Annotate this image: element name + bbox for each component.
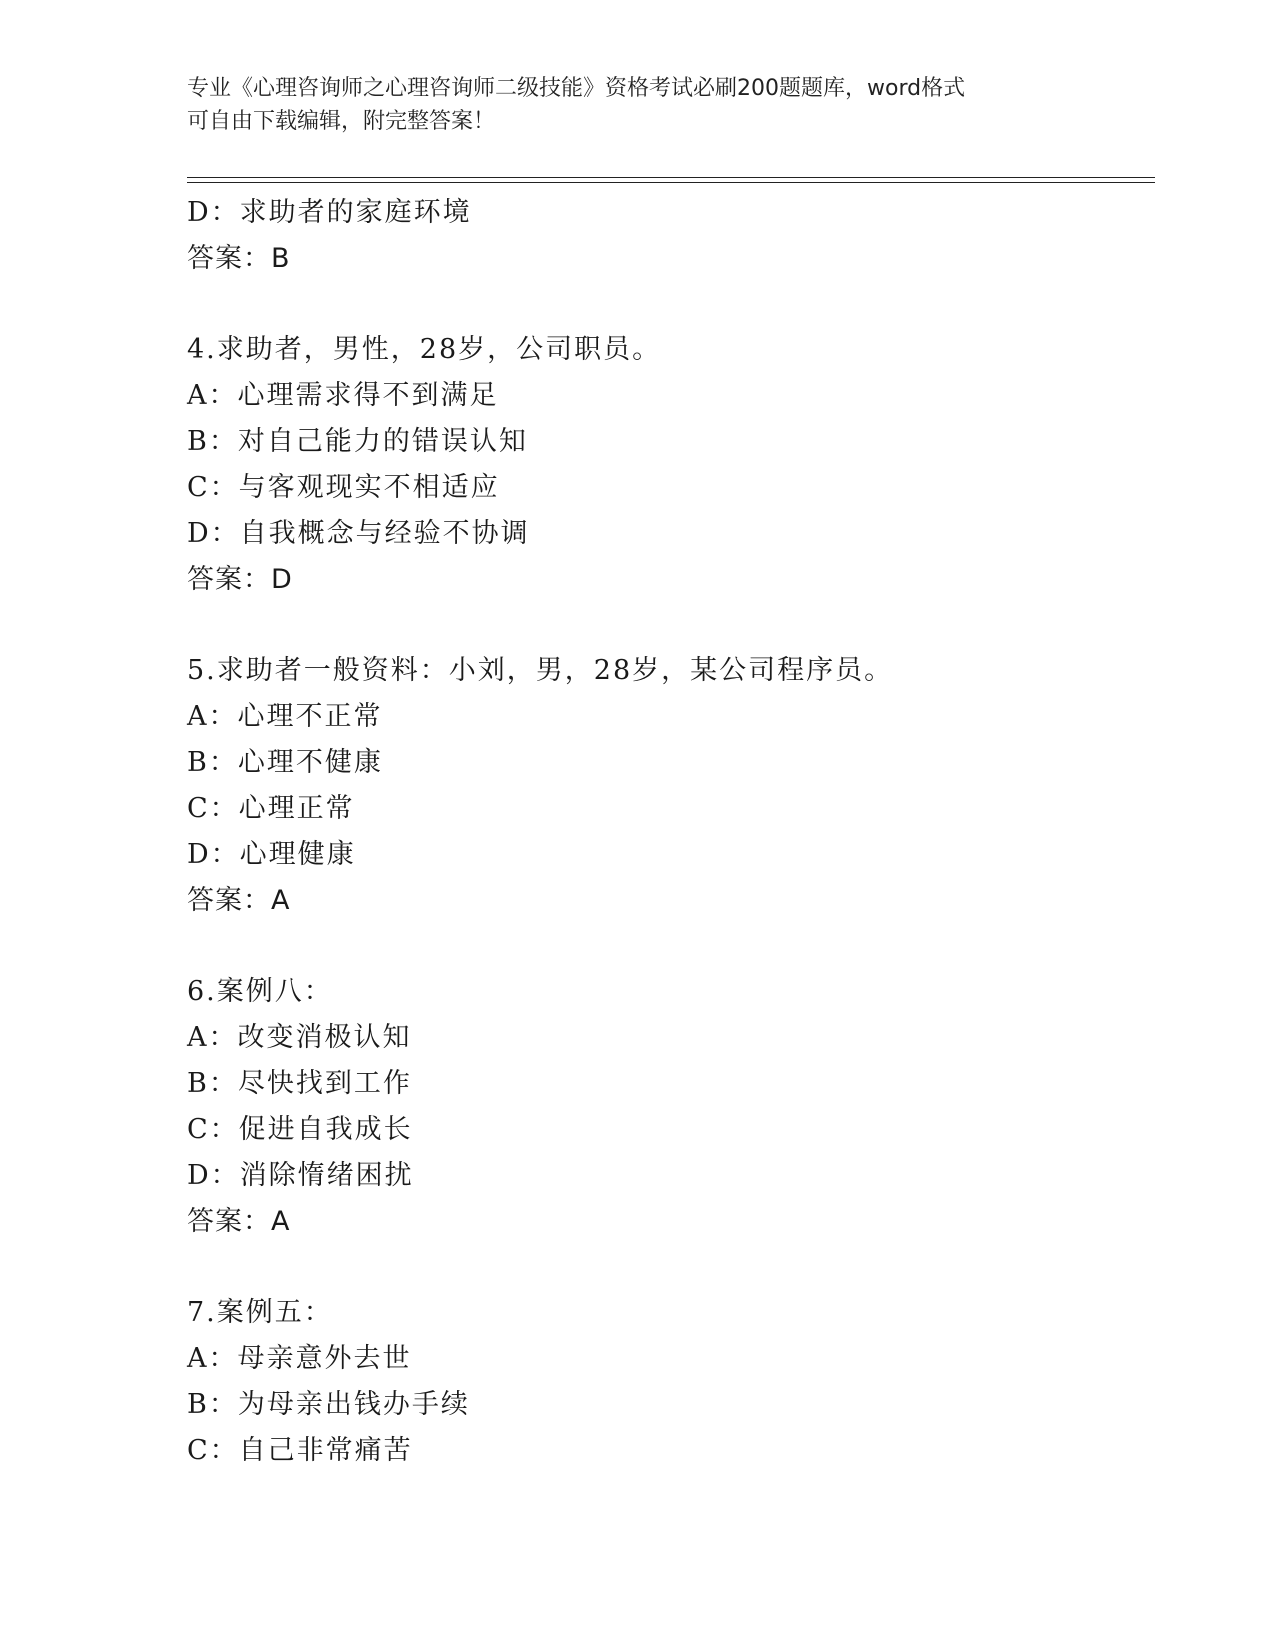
question-stem: 6.案例八： — [187, 976, 333, 1007]
question-stem: 5.求助者一般资料：小刘，男，28岁，某公司程序员。 — [187, 655, 894, 686]
question-block — [187, 190, 1167, 282]
document-header — [187, 72, 1087, 138]
block-spacer — [187, 924, 1167, 969]
option-b: B：对自己能力的错误认知 — [187, 426, 528, 457]
option-d: D：求助者的家庭环境 — [187, 197, 472, 228]
answer-line: 答案：D — [187, 564, 293, 595]
header-line-1: 专业《心理咨询师之心理咨询师二级技能》资格考试必刷200题题库，word格式 — [187, 76, 966, 101]
question-list — [187, 190, 1167, 1474]
option-d: D：心理健康 — [187, 839, 356, 870]
option-c: C：自己非常痛苦 — [187, 1435, 413, 1466]
option-d: D：自我概念与经验不协调 — [187, 518, 530, 549]
answer-line: 答案：A — [187, 885, 291, 916]
answer-line: 答案：A — [187, 1206, 291, 1237]
question-block — [187, 327, 1167, 603]
question-block — [187, 969, 1167, 1245]
option-b: B：尽快找到工作 — [187, 1068, 412, 1099]
question-stem: 7.案例五： — [187, 1297, 333, 1328]
option-c: C：心理正常 — [187, 793, 355, 824]
option-a: A：心理需求得不到满足 — [187, 380, 499, 411]
option-c: C：促进自我成长 — [187, 1114, 413, 1145]
header-divider-bottom — [187, 182, 1155, 183]
option-b: B：心理不健康 — [187, 747, 383, 778]
question-block — [187, 1290, 1167, 1474]
answer-line: 答案：B — [187, 243, 291, 274]
option-c: C：与客观现实不相适应 — [187, 472, 500, 503]
option-a: A：母亲意外去世 — [187, 1343, 412, 1374]
question-block — [187, 648, 1167, 924]
option-a: A：改变消极认知 — [187, 1022, 412, 1053]
option-a: A：心理不正常 — [187, 701, 383, 732]
block-spacer — [187, 282, 1167, 327]
question-stem: 4.求助者，男性，28岁，公司职员。 — [187, 334, 662, 365]
header-divider-top — [187, 177, 1155, 178]
header-line-2: 可自由下载编辑，附完整答案！ — [187, 109, 496, 134]
block-spacer — [187, 603, 1167, 648]
option-d: D：消除惰绪困扰 — [187, 1160, 414, 1191]
block-spacer — [187, 1245, 1167, 1290]
option-b: B：为母亲出钱办手续 — [187, 1389, 470, 1420]
